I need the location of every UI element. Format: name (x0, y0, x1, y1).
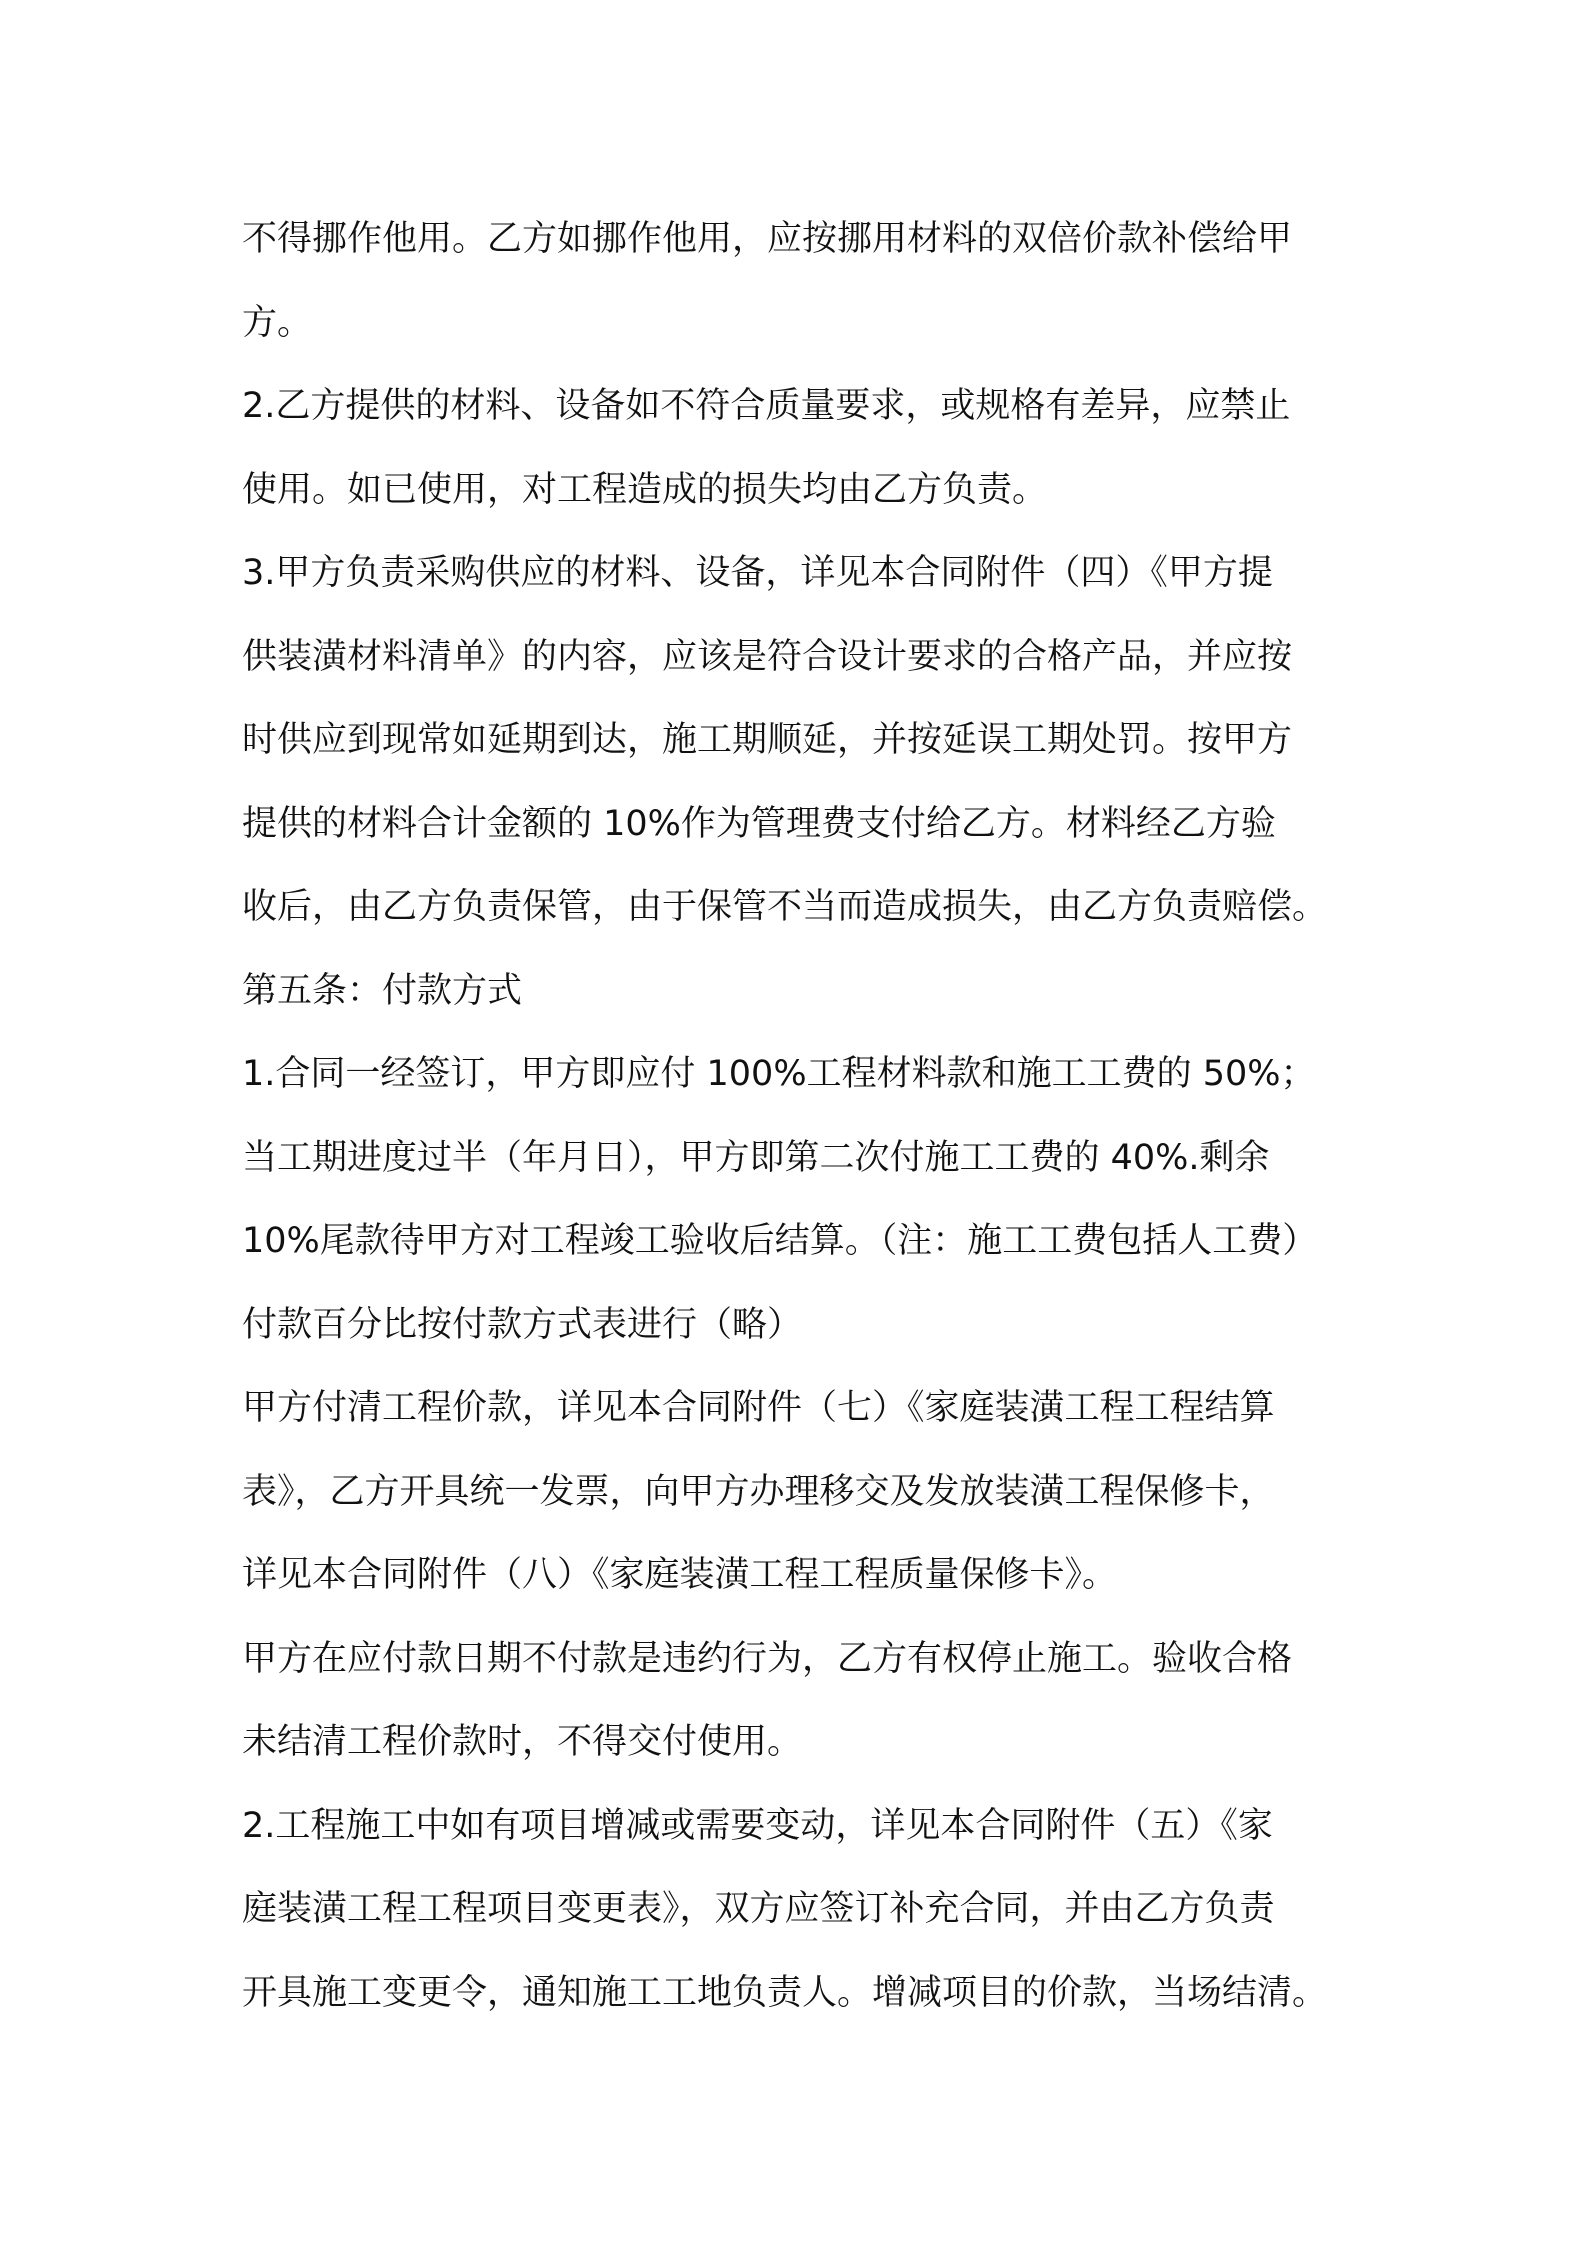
text-line: 供装潢材料清单》的内容，应该是符合设计要求的合格产品，并应按 (242, 636, 1293, 677)
text-line: 庭装潢工程工程项目变更表》，双方应签订补充合同，并由乙方负责 (242, 1889, 1275, 1929)
text-line: 2.乙方提供的材料、设备如不符合质量要求，或规格有差异，应禁止 (242, 386, 1291, 426)
text-line: 甲方付清工程价款，详见本合同附件（七）《家庭装潢工程工程结算 (242, 1388, 1275, 1428)
document-body (242, 198, 1372, 2035)
text-line: 3.甲方负责采购供应的材料、设备，详见本合同附件（四）《甲方提 (242, 553, 1273, 593)
text-line: 2.工程施工中如有项目增减或需要变动，详见本合同附件（五）《家 (242, 1805, 1273, 1846)
section-heading: 第五条：付款方式 (242, 970, 523, 1011)
text-line: 当工期进度过半（年月日），甲方即第二次付施工工费的 40%.剩余 (242, 1137, 1270, 1178)
text-line: 使用。如已使用，对工程造成的损失均由乙方负责。 (242, 469, 1048, 510)
text-line: 开具施工变更令，通知施工工地负责人。增减项目的价款，当场结清。 (242, 1972, 1328, 2013)
text-line: 方。 (242, 302, 313, 343)
text-line: 时供应到现常如延期到达，施工期顺延，并按延误工期处罚。按甲方 (242, 720, 1293, 760)
text-line: 不得挪作他用。乙方如挪作他用，应按挪用材料的双倍价款补偿给甲 (242, 219, 1293, 259)
text-line: 表》，乙方开具统一发票，向甲方办理移交及发放装潢工程保修卡， (242, 1471, 1275, 1512)
text-line: 付款百分比按付款方式表进行（略） (242, 1304, 803, 1345)
text-line: 详见本合同附件（八）《家庭装潢工程工程质量保修卡》。 (242, 1555, 1118, 1595)
text-line: 10%尾款待甲方对工程竣工验收后结算。（注：施工工费包括人工费） (242, 1221, 1318, 1261)
text-line: 提供的材料合计金额的 10%作为管理费支付给乙方。材料经乙方验 (242, 803, 1276, 844)
text-line: 收后，由乙方负责保管，由于保管不当而造成损失，由乙方负责赔偿。 (242, 887, 1328, 927)
text-line: 甲方在应付款日期不付款是违约行为，乙方有权停止施工。验收合格 (242, 1638, 1293, 1679)
text-line: 1.合同一经签订，甲方即应付 100%工程材料款和施工工费的 50%； (242, 1054, 1316, 1094)
text-line: 未结清工程价款时，不得交付使用。 (242, 1722, 803, 1762)
